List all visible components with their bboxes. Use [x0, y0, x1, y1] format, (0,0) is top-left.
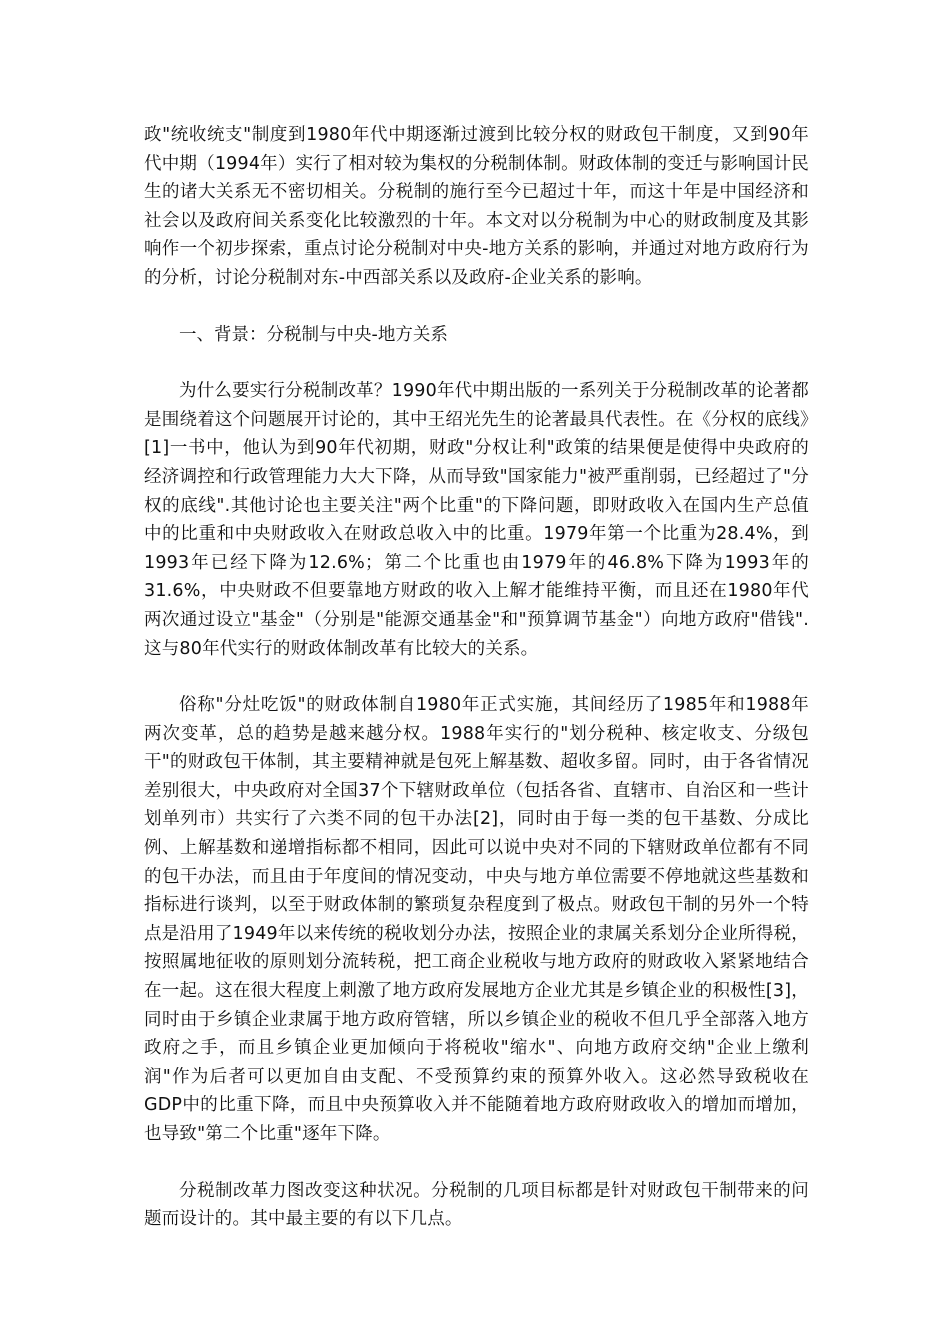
paragraph-intro: 政"统收统支"制度到1980年代中期逐渐过渡到比较分权的财政包干制度，又到90年代中期（1994年）实行了相对较为集权的分税制体制。财政体制的变迁与影响国计民生的诸大关系无不密切相关。分税制的施行至今已超过十年，而这十年是中国经济和社会以及政府间关系变化比较激烈的十年。本文对以分税制为中心的财政制度及其影响作一个初步探索，重点讨论分税制对中央-地方关系的影响，并通过对地方政府行为的分析，讨论分税制对东-中西部关系以及政府-企业关系的影响。 [144, 125, 809, 288]
document-body [144, 121, 809, 1234]
paragraph-spacer [144, 663, 809, 691]
paragraph-spacer [144, 1149, 809, 1177]
section-heading: 一、背景：分税制与中央-地方关系 [179, 324, 448, 345]
paragraph-reform-goals: 分税制改革力图改变这种状况。分税制的几项目标都是针对财政包干制带来的问题而设计的。其中最主要的有以下几点。 [144, 1180, 809, 1230]
paragraph-spacer [144, 293, 809, 321]
paragraph-why-reform: 为什么要实行分税制改革？1990年代中期出版的一系列关于分税制改革的论著都是围绕着这个问题展开讨论的，其中王绍光先生的论著最具代表性。在《分权的底线》[1]一书中，他认为到90年代初期，财政"分权让利"政策的结果便是使得中央政府的经济调控和行政管理能力大大下降，从而导致"国家能力"被严重削弱，已经超过了"分权的底线".其他讨论也主要关注"两个比重"的下降问题，即财政收入在国内生产总值中的比重和中央财政收入在财政总收入中的比重。1979年第一个比重为28.4%，到1993年已经下降为12.6%；第二个比重也由1979年的46.8%下降为1993年的31.6%，中央财政不但要靠地方财政的收入上解才能维持平衡，而且还在1980年代两次通过设立"基金"（分别是"能源交通基金"和"预算调节基金"）向地方政府"借钱".这与80年代实行的财政体制改革有比较大的关系。 [144, 381, 809, 659]
paragraph-spacer [144, 349, 809, 377]
paragraph-fiscal-contract: 俗称"分灶吃饭"的财政体制自1980年正式实施，其间经历了1985年和1988年两次变革，总的趋势是越来越分权。1988年实行的"划分税种、核定收支、分级包干"的财政包干体制，其主要精神就是包死上解基数、超收多留。同时，由于各省情况差别很大，中央政府对全国37个下辖财政单位（包括各省、直辖市、自治区和一些计划单列市）共实行了六类不同的包干办法[2]，同时由于每一类的包干基数、分成比例、上解基数和递增指标都不相同，因此可以说中央对不同的下辖财政单位都有不同的包干办法，而且由于年度间的情况变动，中央与地方单位需要不停地就这些基数和指标进行谈判，以至于财政体制的繁琐复杂程度到了极点。财政包干制的另外一个特点是沿用了1949年以来传统的税收划分办法，按照企业的隶属关系划分企业所得税，按照属地征收的原则划分流转税，把工商企业税收与地方政府的财政收入紧紧地结合在一起。这在很大程度上刺激了地方政府发展地方企业尤其是乡镇企业的积极性[3]，同时由于乡镇企业隶属于地方政府管辖，所以乡镇企业的税收不但几乎全部落入地方政府之手，而且乡镇企业更加倾向于将税收"缩水"、向地方政府交纳"企业上缴利润"作为后者可以更加自由支配、不受预算约束的预算外收入。这必然导致税收在GDP中的比重下降，而且中央预算收入并不能随着地方政府财政收入的增加而增加，也导致"第二个比重"逐年下降。 [144, 695, 809, 1144]
